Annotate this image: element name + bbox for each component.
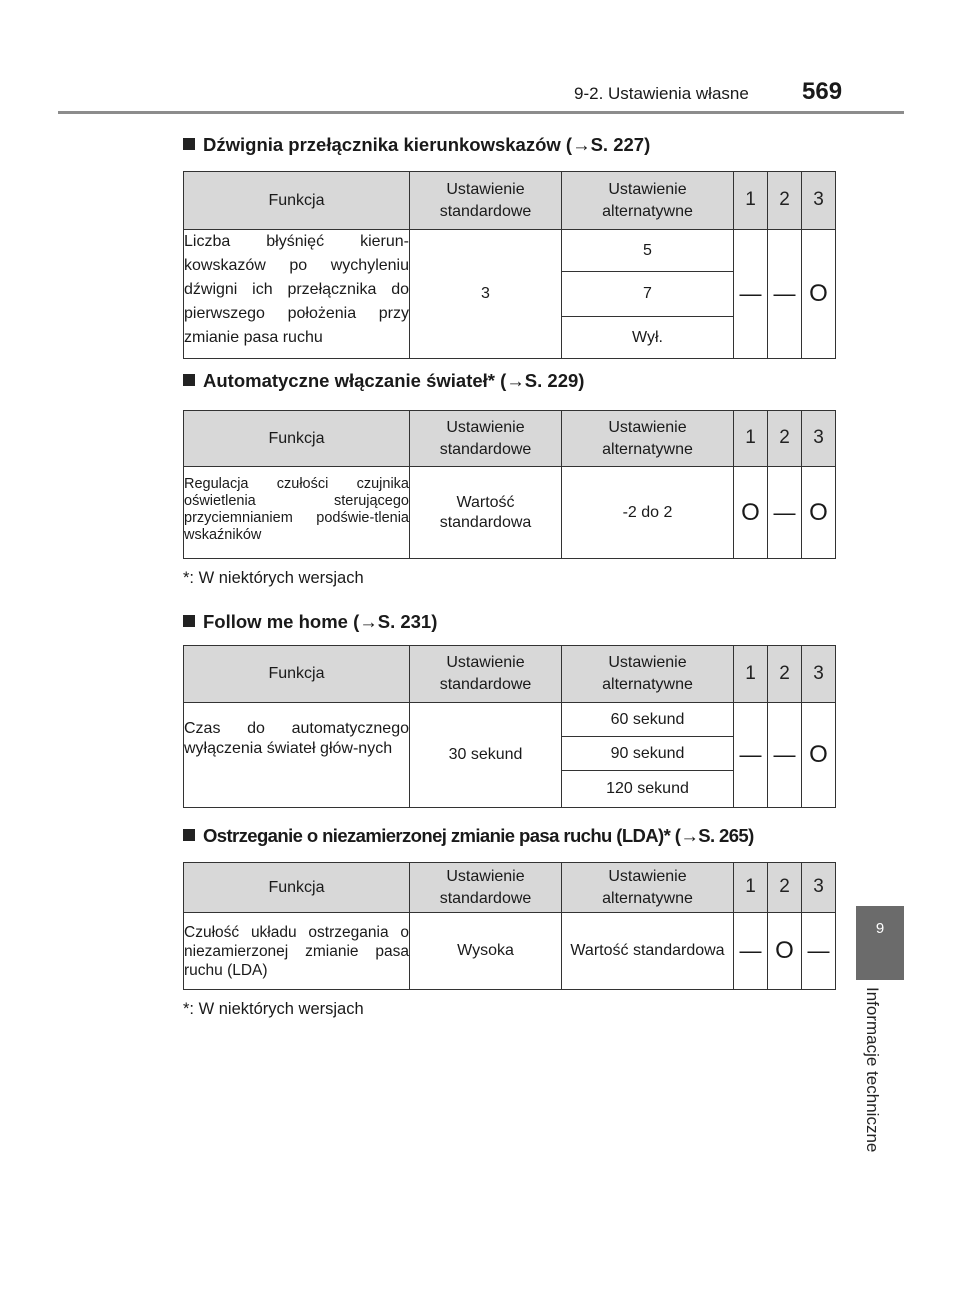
column-1-mark: — [734,703,768,808]
section-heading [183,825,754,847]
column-2-mark: — [768,230,802,359]
function-cell: Czułość układu ostrzegania o niezamierzonej zmianie pasa ruchu (LDA) [184,913,410,990]
settings-table [183,645,836,808]
header-col-1 [734,172,768,230]
square-bullet-icon [183,374,195,386]
header-col-3 [802,411,836,467]
circled-digit-3-icon: 3 [813,876,824,897]
header-col-1 [734,411,768,467]
table-row [184,703,836,737]
header-alternative: Ustawienie alternatywne [562,863,734,913]
settings-table [183,171,836,359]
circled-digit-1-icon: 1 [745,662,756,684]
alternative-value-cell: 7 [562,272,734,317]
alternative-value-cell: 5 [562,230,734,272]
header-col-3 [802,646,836,703]
header-function: Funkcja [184,411,410,467]
function-cell: Regulacja czułości czujnika oświetlenia sterującego przyciemnianiem podświe-tlenia wskaźników [184,467,410,559]
header-col-2 [768,172,802,230]
header-col-2 [768,646,802,703]
header-title: 9-2. Ustawienia własne [574,84,749,103]
column-2-mark: O [768,913,802,990]
circled-digit-3-icon: 3 [813,189,824,210]
default-value-cell: 30 sekund [410,703,562,808]
settings-table [183,410,836,559]
alternative-value-cell: Wartość standardowa [562,913,734,990]
section-heading-text: Follow me home (→S. 231) [203,611,438,632]
function-cell: Czas do automatycznego wyłączenia świateł głów-nych [184,703,410,808]
alternative-value-cell: Wył. [562,317,734,359]
table-header-row [184,646,836,703]
square-bullet-icon [183,829,195,841]
alternative-value-cell: 90 sekund [562,737,734,771]
column-1-mark: — [734,230,768,359]
header-default: Ustawienie standardowe [410,863,562,913]
header-function: Funkcja [184,646,410,703]
chapter-tab [856,906,904,980]
chapter-tab-number: 9 [875,920,885,937]
square-bullet-icon [183,138,195,150]
table-row [184,230,836,272]
circled-digit-2-icon: 2 [779,662,790,684]
column-1-mark: O [734,467,768,559]
header-rule [58,111,904,114]
header-alternative: Ustawienie alternatywne [562,411,734,467]
circled-digit-1-icon: 1 [745,189,756,210]
column-3-mark: O [802,467,836,559]
column-2-mark: — [768,703,802,808]
header-function: Funkcja [184,172,410,230]
header-col-1 [734,646,768,703]
column-3-mark: O [802,703,836,808]
circled-digit-2-icon: 2 [779,189,790,210]
header-col-3 [802,172,836,230]
table-header-row [184,863,836,913]
table-row [184,467,836,559]
section-heading-text: Dźwignia przełącznika kierunkowskazów (→S. 227) [203,134,651,155]
column-2-mark: — [768,467,802,559]
section-heading [183,370,584,392]
circled-digit-1-icon: 1 [745,876,756,897]
header-col-2 [768,411,802,467]
section-heading [183,611,437,633]
function-cell: Liczba błyśnięć kierun-kowskazów po wychyleniu dźwigni ich przełącznika do pierwszego położenia przy zmianie pasa ruchu [184,230,410,359]
table-header-row [184,172,836,230]
alternative-value-cell: -2 do 2 [562,467,734,559]
circled-digit-1-icon: 1 [745,427,756,448]
header-function: Funkcja [184,863,410,913]
footnote: *: W niektórych wersjach [183,1000,364,1018]
circled-digit-2-icon: 2 [779,427,790,448]
alternative-value-cell: 120 sekund [562,771,734,808]
header-alternative: Ustawienie alternatywne [562,646,734,703]
circled-digit-2-icon: 2 [779,876,790,897]
default-value-cell: 3 [410,230,562,359]
square-bullet-icon [183,615,195,627]
page-number: 569 [802,78,843,105]
header-alternative: Ustawienie alternatywne [562,172,734,230]
alternative-value-cell: 60 sekund [562,703,734,737]
column-1-mark: — [734,913,768,990]
circled-digit-3-icon: 3 [813,427,824,448]
settings-table [183,862,836,990]
table-header-row [184,411,836,467]
header-default: Ustawienie standardowe [410,172,562,230]
circled-digit-3-icon: 3 [813,662,824,684]
column-3-mark: — [802,913,836,990]
header-col-1 [734,863,768,913]
section-heading-text: Automatyczne włączanie świateł* (→S. 229) [203,370,585,391]
chapter-tab-label: Informacje techniczne [863,987,882,1153]
column-3-mark: O [802,230,836,359]
section-heading [183,134,650,156]
footnote: *: W niektórych wersjach [183,569,364,587]
header-default: Ustawienie standardowe [410,646,562,703]
default-value-cell: Wartość standardowa [410,467,562,559]
header-col-3 [802,863,836,913]
table-row [184,913,836,990]
section-heading-text: Ostrzeganie o niezamierzonej zmianie pasa ruchu (LDA)* (→S. 265) [203,825,754,846]
header-col-2 [768,863,802,913]
default-value-cell: Wysoka [410,913,562,990]
header-default: Ustawienie standardowe [410,411,562,467]
